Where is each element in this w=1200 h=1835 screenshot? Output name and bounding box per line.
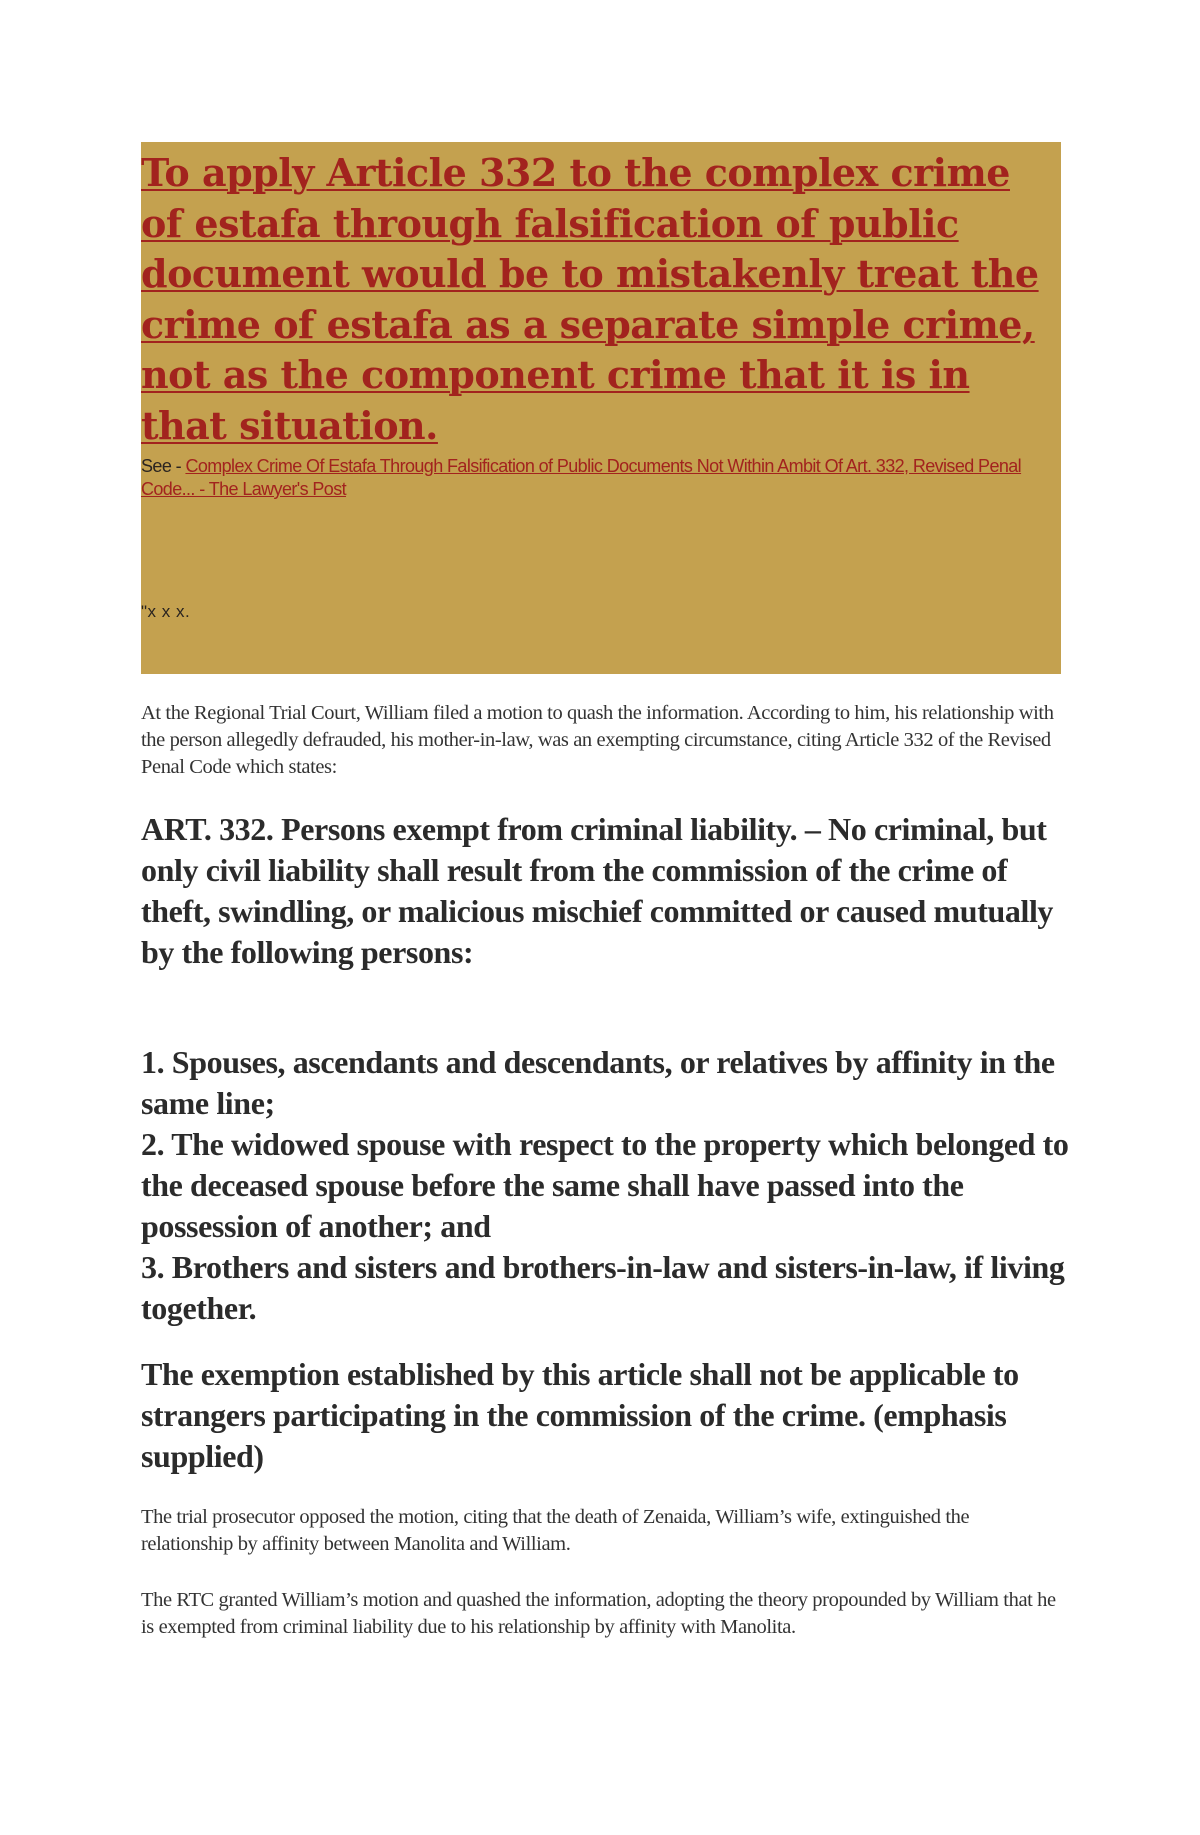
source-link[interactable]: Complex Crime Of Estafa Through Falsification of Public Documents Not Within Ambit Of Art. 332, Revised Penal Code... - The Lawyer's Post [141, 456, 1022, 499]
prosecutor-paragraph: The trial prosecutor opposed the motion, citing that the death of Zenaida, William’s wife, extinguished the relationship by affinity between Manolita and William. [141, 1506, 970, 1555]
rtc-ruling-paragraph: The RTC granted William’s motion and quashed the information, adopting the theory propounded by William that he is exempted from criminal liability due to his relationship by affinity with Manolita. [141, 1589, 1056, 1638]
statute-item: 1. Spouses, ascendants and descendants, or relatives by affinity in the same line; [141, 1044, 1055, 1121]
excerpt-source-line [141, 455, 1061, 501]
excerpt-ellipsis: "x x x. [141, 602, 191, 621]
statute-item: 3. Brothers and sisters and brothers-in-law and sisters-in-law, if living together. [141, 1249, 1065, 1326]
motion-paragraph: At the Regional Trial Court, William filed a motion to quash the information. According to him, his relationship with the person allegedly defrauded, his mother-in-law, was an exempting circumstance, citing Article 332 of the Revised Penal Code which states: [141, 702, 1054, 778]
see-prefix: See - [141, 456, 186, 476]
statute-exemption-clause: The exemption established by this article shall not be applicable to strangers participating in the commission of the crime. (emphasis supplied) [141, 1356, 1019, 1474]
excerpt-heading: To apply Article 332 to the complex crime of estafa through falsification of public document would be to mistakenly treat the crime of estafa as a separate simple crime, not as the component crime that it is in that situation. [141, 150, 1039, 448]
statute-list [141, 1042, 1071, 1329]
highlighted-excerpt [141, 142, 1061, 674]
statute-item: 2. The widowed spouse with respect to the property which belonged to the deceased spouse before the same shall have passed into the possession of another; and [141, 1126, 1069, 1244]
statute-article-intro: ART. 332. Persons exempt from criminal liability. – No criminal, but only civil liability shall result from the commission of the crime of theft, swindling, or malicious mischief committed or caused mutually by the following persons: [141, 811, 1054, 970]
